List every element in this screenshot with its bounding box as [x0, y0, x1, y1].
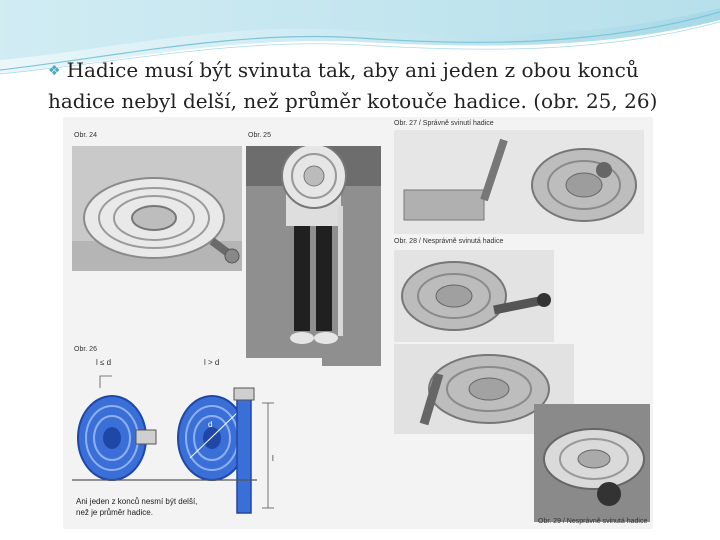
caption-obr26: Obr. 26	[74, 346, 97, 353]
photo-obr29-incorrect-hose-b	[534, 404, 650, 522]
diagram-note-line1: Ani jeden z konců nesmí být delší,	[76, 497, 198, 506]
incorrect-hose-image	[394, 250, 554, 342]
caption-obr28: Obr. 28 / Nesprávně svinutá hadice	[394, 238, 504, 245]
caption-obr24: Obr. 24	[74, 132, 97, 139]
caption-obr25: Obr. 25	[248, 132, 271, 139]
bullet-icon: ❖	[48, 63, 61, 79]
photo-obr24-rolled-hose	[72, 146, 242, 271]
correct-hoses-image	[394, 130, 644, 234]
label-l-le-d: l ≤ d	[96, 358, 112, 367]
person-with-hose-image	[246, 146, 381, 366]
rolled-hose-image	[72, 146, 242, 271]
scanned-figure-page	[64, 118, 652, 528]
label-l-gt-d: l > d	[204, 358, 220, 367]
photo-obr27-correct-hoses	[394, 130, 644, 234]
label-l: l	[272, 454, 274, 463]
bullet-text: Hadice musí být svinuta tak, aby ani jeden z obou konců hadice nebyl delší, než průměr kotouče hadice. (obr. 25, 26)	[48, 58, 658, 113]
bullet-paragraph	[48, 56, 688, 115]
photo-obr28-incorrect-hose	[394, 250, 554, 342]
incorrect-hose-b-image	[534, 404, 650, 522]
diagram-obr26-hose-end-length	[72, 358, 322, 523]
label-d: d	[208, 420, 213, 429]
caption-obr29: Obr. 29 / Nesprávně svinutá hadice	[538, 518, 648, 525]
diagram-note-line2: než je průměr hadice.	[76, 508, 153, 517]
caption-obr27: Obr. 27 / Správně svinutí hadice	[394, 120, 494, 127]
photo-obr25-person-holding-hose	[246, 146, 381, 366]
